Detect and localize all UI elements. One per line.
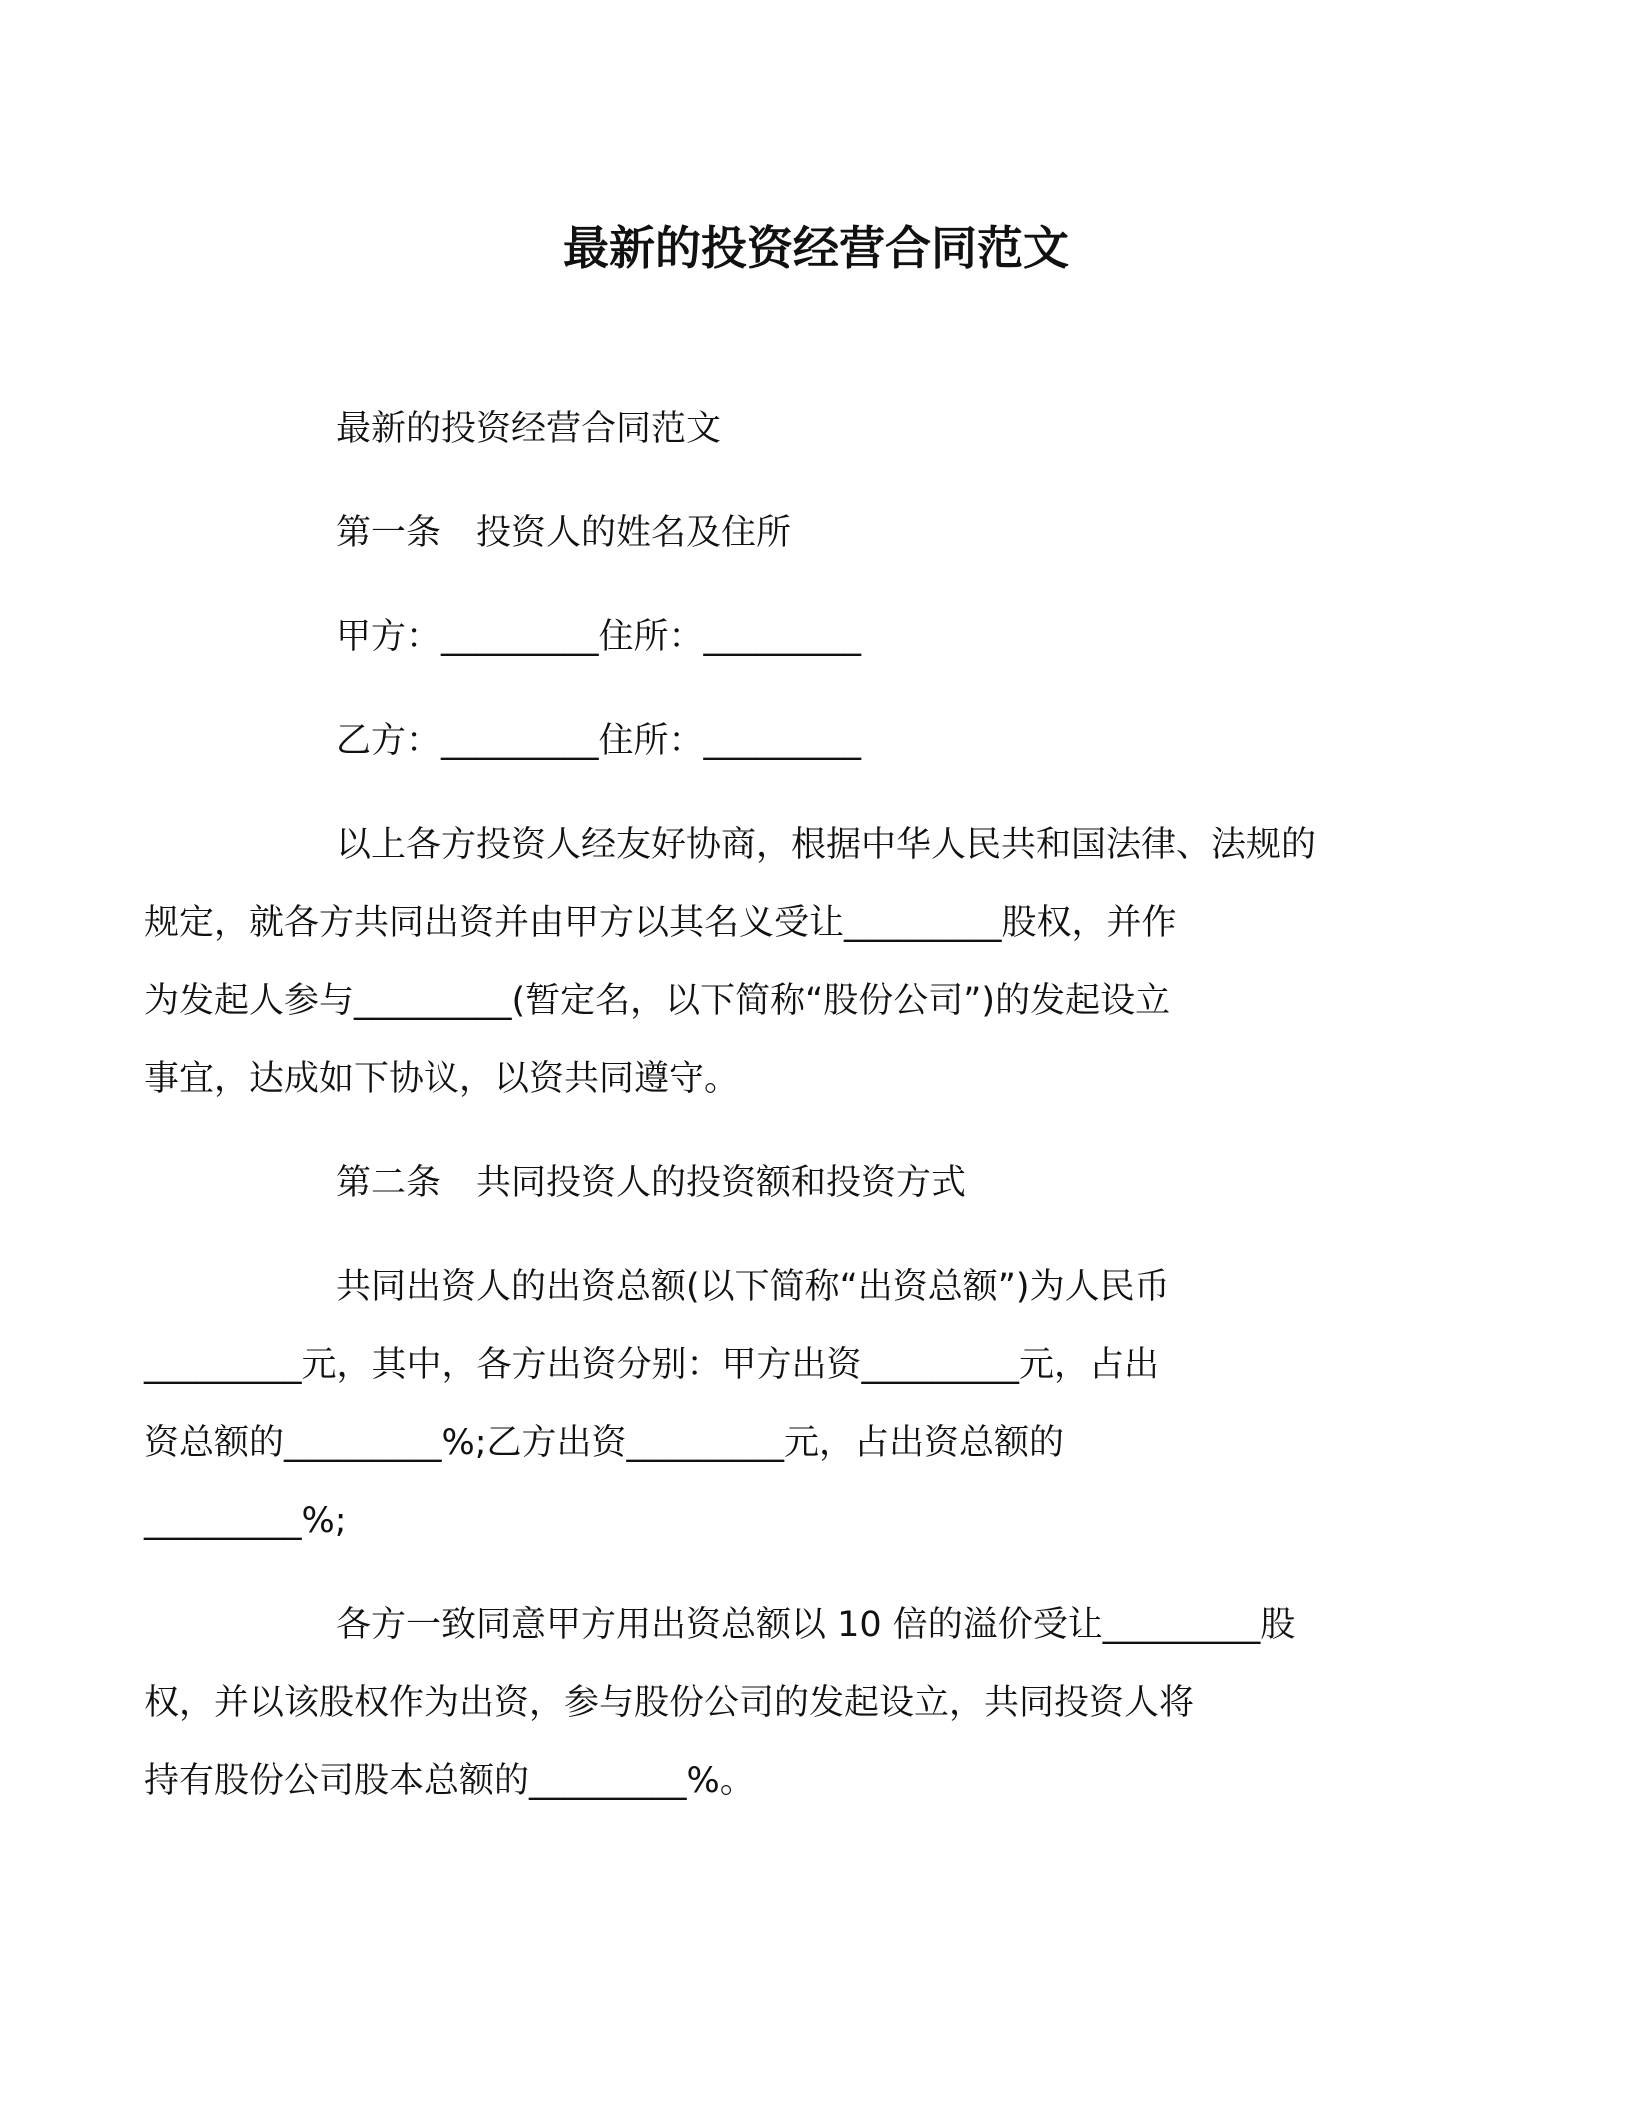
- paragraph-line: 乙方：_________住所：_________: [336, 721, 862, 761]
- paragraph-line: 第一条 投资人的姓名及住所: [336, 513, 792, 553]
- paragraph-line: 为发起人参与_________(暂定名，以下简称“股份公司”)的发起设立: [144, 981, 1171, 1021]
- paragraph-line: 甲方：_________住所：_________: [336, 617, 862, 657]
- paragraph-line: 资总额的_________%;乙方出资_________元，占出资总额的: [144, 1423, 1065, 1463]
- paragraph-line: _________%;: [144, 1501, 347, 1541]
- article-1-heading: [240, 494, 1390, 572]
- paragraph-premium-transfer: [144, 1586, 1390, 1820]
- paragraph-line: 第二条 共同投资人的投资额和投资方式: [336, 1163, 967, 1203]
- paragraph-line: 规定，就各方共同出资并由甲方以其名义受让_________股权，并作: [144, 903, 1177, 943]
- paragraph-line: 以上各方投资人经友好协商，根据中华人民共和国法律、法规的: [336, 825, 1317, 865]
- paragraph-line: 最新的投资经营合同范文: [336, 409, 722, 449]
- party-b-line: [240, 702, 1390, 780]
- document-title: 最新的投资经营合同范文: [563, 221, 1069, 275]
- paragraph-line: 权，并以该股权作为出资，参与股份公司的发起设立，共同投资人将: [144, 1683, 1195, 1723]
- article-2-heading: [240, 1144, 1390, 1222]
- document-body: [144, 390, 1390, 1846]
- paragraph-line: 持有股份公司股本总额的_________%。: [144, 1761, 755, 1801]
- paragraph-line: 事宜，达成如下协议，以资共同遵守。: [144, 1059, 740, 1099]
- paragraph-line: 共同出资人的出资总额(以下简称“出资总额”)为人民币: [336, 1267, 1170, 1307]
- paragraph-line: _________元，其中，各方出资分别：甲方出资_________元，占出: [144, 1345, 1160, 1385]
- party-a-line: [240, 598, 1390, 676]
- paragraph-subtitle: [240, 390, 1390, 468]
- paragraph-preamble: [144, 806, 1390, 1118]
- paragraph-line: 各方一致同意甲方用出资总额以 10 倍的溢价受让_________股: [336, 1605, 1296, 1645]
- paragraph-investment-amount: [144, 1248, 1390, 1560]
